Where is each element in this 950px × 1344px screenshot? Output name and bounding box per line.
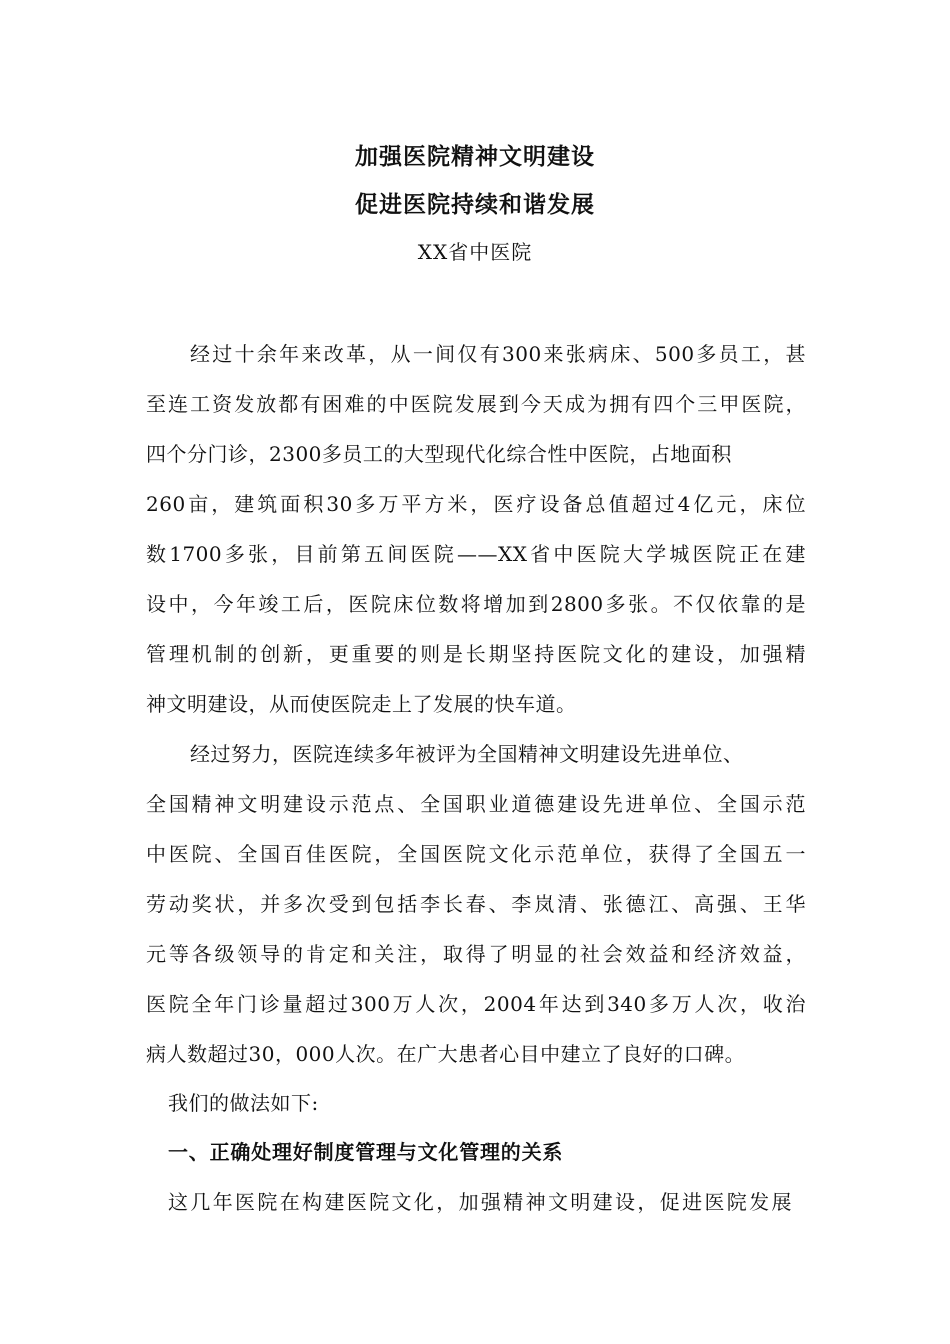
paragraph-2-line: 病人数超过30，000人次。在广大患者心目中建立了良好的口碑。 xyxy=(146,1042,746,1066)
paragraph-1-line: 设中，今年竣工后，医院床位数将增加到2800多张。不仅依靠的是 xyxy=(146,592,806,616)
paragraph-1-line: 至连工资发放都有困难的中医院发展到今天成为拥有四个三甲医院， xyxy=(146,392,806,416)
paragraph-2-line: 中医院、全国百佳医院，全国医院文化示范单位，获得了全国五一 xyxy=(146,842,806,866)
document-title-line2: 促进医院持续和谐发展 xyxy=(355,192,595,218)
paragraph-2-line: 医院全年门诊量超过300万人次，2004年达到340多万人次，收治 xyxy=(146,992,806,1016)
paragraph-1-line: 数1700多张，目前第五间医院——XX省中医院大学城医院正在建 xyxy=(146,542,806,566)
document-title-line1: 加强医院精神文明建设 xyxy=(355,144,595,170)
intro-text: 我们的做法如下: xyxy=(168,1091,319,1115)
paragraph-1-line: 管理机制的创新，更重要的则是长期坚持医院文化的建设，加强精 xyxy=(146,642,806,666)
paragraph-2-line: 元等各级领导的肯定和关注，取得了明显的社会效益和经济效益， xyxy=(146,942,806,966)
paragraph-1-line: 四个分门诊，2300多员工的大型现代化综合性中医院，占地面积 xyxy=(146,442,732,466)
section-1-first-line: 这几年医院在构建医院文化，加强精神文明建设，促进医院发展 xyxy=(168,1190,792,1214)
paragraph-2-line: 全国精神文明建设示范点、全国职业道德建设先进单位、全国示范 xyxy=(146,792,806,816)
paragraph-1-line: 260亩，建筑面积30多万平方米，医疗设备总值超过4亿元，床位 xyxy=(146,492,806,516)
section-1-heading: 一、正确处理好制度管理与文化管理的关系 xyxy=(168,1140,564,1164)
paragraph-1-line: 经过十余年来改革，从一间仅有300来张病床、500多员工，甚 xyxy=(190,342,806,366)
paragraph-2-line: 经过努力，医院连续多年被评为全国精神文明建设先进单位、 xyxy=(190,742,744,766)
paragraph-1-line: 神文明建设，从而使医院走上了发展的快车道。 xyxy=(146,692,577,716)
paragraph-2-line: 劳动奖状，并多次受到包括李长春、李岚清、张德江、高强、王华 xyxy=(146,892,806,916)
document-author: XX省中医院 xyxy=(417,240,533,264)
